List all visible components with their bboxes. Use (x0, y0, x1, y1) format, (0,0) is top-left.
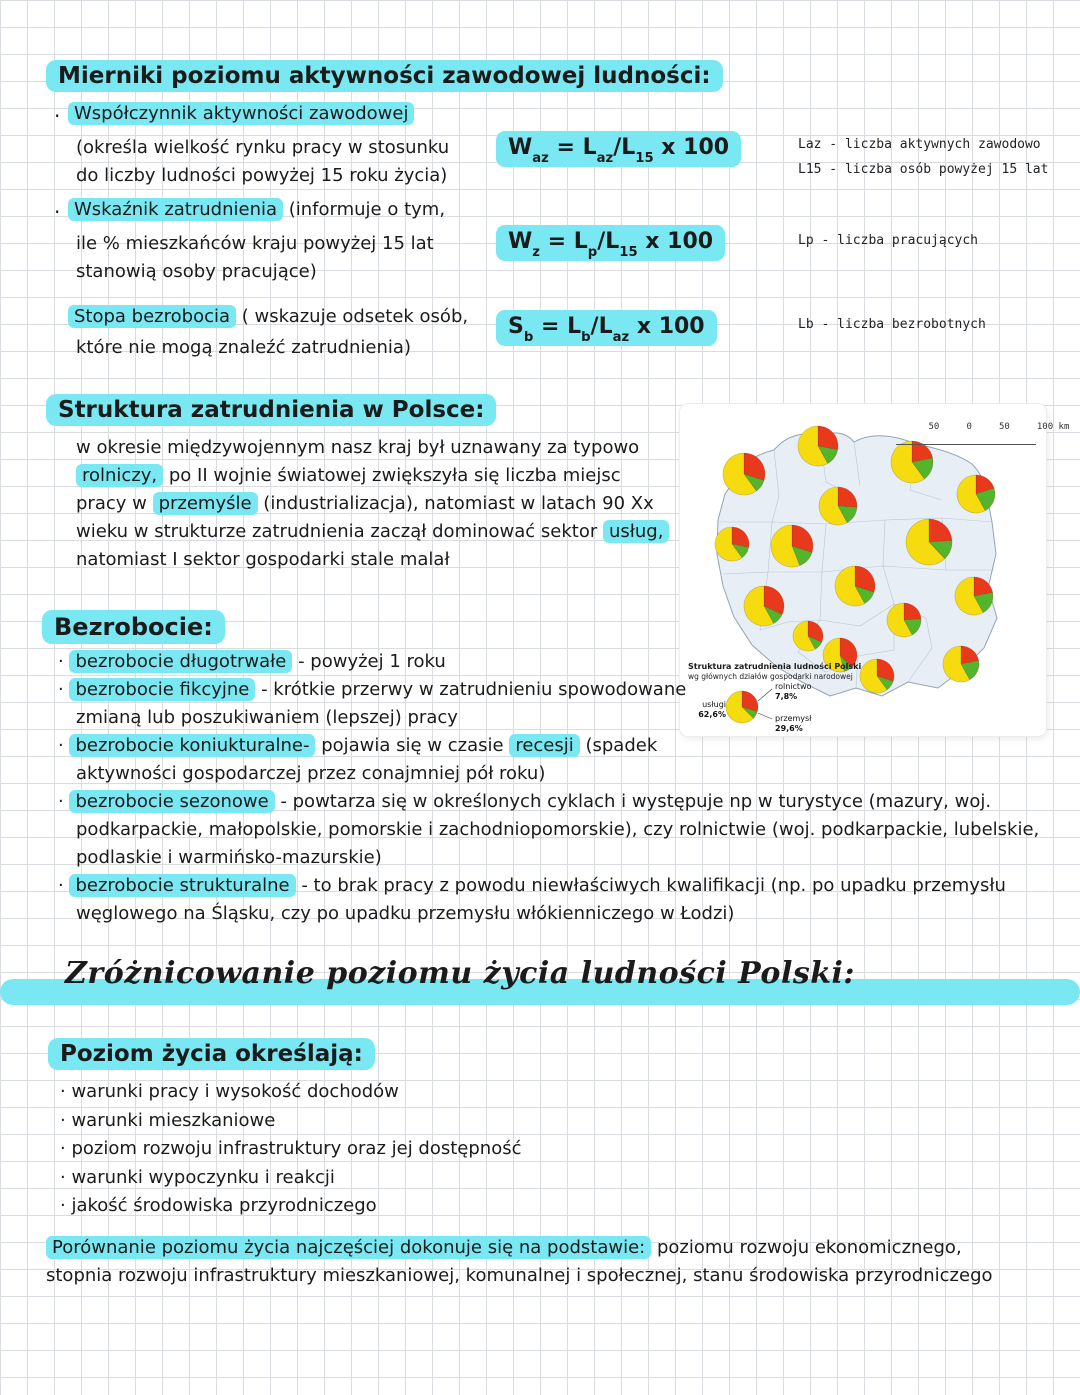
legend-value: 62,6% (698, 709, 726, 719)
highlighted-text: usług, (603, 520, 669, 543)
text-segment: · (58, 791, 70, 812)
metric-formula (496, 131, 741, 167)
bullet-dot: · (54, 104, 61, 128)
text-segment: - powyżej 1 roku (292, 651, 446, 672)
highlighted-text: Porównanie poziomu życia najczęściej dokonuje się na podstawie: (46, 1236, 651, 1259)
formula-subscript: az (612, 330, 630, 346)
text-segment: (industrializacja), natomiast w latach 90 Xx (257, 493, 654, 514)
text-segment: · (58, 651, 70, 672)
list-item: (określa wielkość rynku pracy w stosunku (76, 137, 450, 158)
text-line (76, 434, 669, 462)
legend-value: 7,8% (775, 691, 798, 701)
formula-text: /L (597, 229, 620, 254)
formula-legend (798, 132, 1048, 182)
list-item: · warunki mieszkaniowe (60, 1109, 276, 1131)
list-item: Lp - liczba pracujących (798, 233, 979, 248)
highlighted-text: rolniczy, (76, 464, 163, 487)
list-item: · jakość środowiska przyrodniczego (60, 1195, 377, 1216)
formula-subscript: b (523, 330, 534, 346)
list-item: · poziom rozwoju infrastruktury oraz jej dostępność (60, 1138, 522, 1159)
legend-value: 29,6% (775, 723, 803, 733)
formula-text: /L (613, 135, 636, 160)
list-item: ile % mieszkańców kraju powyżej 15 lat (76, 233, 434, 254)
text-segment: · (58, 679, 70, 700)
formula-subscript: az (596, 151, 614, 167)
list-item: · warunki wypoczynku i reakcji (60, 1166, 335, 1188)
pie-slice (818, 426, 838, 450)
formula-text: x 100 (653, 135, 730, 160)
text-line (58, 872, 1039, 900)
list-item: L15 - liczba osób powyżej 15 lat (798, 162, 1049, 177)
map-scale-label: 50 0 50 100 km (928, 422, 1070, 432)
formula-subscript: z (532, 245, 540, 261)
highlighted-text: recesji (509, 734, 579, 757)
text-segment: podkarpackie, małopolskie, pomorskie i zachodniopomorskie), czy rolnictwie (woj. podkarpackie, lubelskie, (76, 819, 1040, 840)
highlighted-text: bezrobocie koniukturalne- (69, 734, 315, 757)
section-title-bezrobocie: Bezrobocie: (42, 610, 225, 644)
formula-legend (798, 312, 986, 337)
text-line (58, 676, 1039, 704)
formula-subscript: b (581, 330, 591, 346)
highlighted-text: bezrobocie strukturalne (69, 874, 295, 897)
text-line (58, 704, 1039, 732)
list-item: które nie mogą znaleźć zatrudnienia) (76, 337, 411, 358)
formula-text: x 100 (637, 229, 714, 254)
metric-term: Wskaźnik zatrudnienia (68, 198, 283, 221)
text-segment: - to brak pracy z powodu niewłaściwych kwalifikacji (np. po upadku przemysłu (295, 875, 1006, 896)
metric-term-row (68, 199, 445, 220)
text-line (46, 1234, 993, 1262)
highlighted-text: bezrobocie długotrwałe (69, 650, 292, 673)
text-segment: · (58, 875, 70, 896)
text-segment: - powtarza się w określonych cyklach i występuje np w turystyce (mazury, woj. (274, 791, 992, 812)
formula-subscript: 15 (635, 151, 654, 167)
map-scale-rule (896, 444, 1036, 445)
text-line (76, 546, 669, 574)
text-line (76, 518, 669, 546)
text-segment: stopnia rozwoju infrastruktury mieszkaniowej, komunalnej i społecznej, stanu środowiska przyrodniczego (46, 1265, 993, 1286)
formula-text: W (508, 229, 533, 254)
banner-title: Zróżnicowanie poziomu życia ludności Polski: (65, 956, 855, 991)
text-line (76, 462, 669, 490)
section-title-poziom: Poziom życia określają: (48, 1038, 375, 1070)
metric-term-row (68, 306, 468, 327)
list-item: stanowią osoby pracujące) (76, 261, 317, 282)
metric-description (76, 134, 449, 190)
text-line (58, 844, 1039, 872)
text-segment: zmianą lub poszukiwaniem (lepszej) pracy (76, 707, 458, 728)
text-segment: natomiast I sektor gospodarki stale malał (76, 549, 450, 570)
text-segment: w okresie międzywojennym nasz kraj był uznawany za typowo (76, 437, 640, 458)
text-segment: podlaskie i warmińsko-mazurskie) (76, 847, 382, 868)
map-scale (896, 412, 1070, 465)
highlighted-text: bezrobocie fikcyjne (69, 678, 255, 701)
metric-formula (496, 225, 725, 261)
text-line (58, 760, 1039, 788)
section-title-mierniki: Mierniki poziomu aktywności zawodowej ludności: (46, 60, 723, 92)
list-item: do liczby ludności powyżej 15 roku życia) (76, 165, 448, 186)
metric-term: Współczynnik aktywności zawodowej (68, 102, 414, 125)
text-line (76, 490, 669, 518)
text-segment: pojawia się w czasie (315, 735, 510, 756)
poziom-list (60, 1078, 522, 1221)
text-segment: (spadek (579, 735, 658, 756)
text-segment: wieku w strukturze zatrudnienia zaczął dominować sektor (76, 521, 603, 542)
formula-text: = L (548, 135, 597, 160)
legend-label: usługi (702, 700, 726, 709)
highlighted-text: przemyśle (153, 492, 258, 515)
text-line (58, 788, 1039, 816)
legend-label: rolnictwo (775, 682, 812, 691)
text-segment: aktywności gospodarczej przez conajmniej pół roku) (76, 763, 546, 784)
text-segment: pracy w (76, 493, 153, 514)
text-line (46, 1262, 993, 1290)
legend-label: przemysł (775, 714, 812, 723)
metric-formula (496, 310, 717, 346)
highlighted-text: bezrobocie sezonowe (69, 790, 274, 813)
porownanie-paragraph (46, 1234, 993, 1290)
formula-subscript: p (587, 245, 598, 261)
text-segment: · (58, 735, 70, 756)
text-line (58, 816, 1039, 844)
formula-subscript: 15 (619, 245, 638, 261)
formula-text: W (508, 135, 533, 160)
metric-term-suffix: (informuje o tym, (283, 199, 446, 220)
bezrobocie-list (58, 648, 1039, 928)
bullet-dot: · (54, 200, 61, 224)
formula-text: S (508, 314, 524, 339)
list-item: Laz - liczba aktywnych zawodowo (798, 137, 1041, 152)
text-segment: węglowego na Śląsku, czy po upadku przemysłu włókienniczego w Łodzi) (76, 903, 735, 924)
metric-description (76, 334, 411, 362)
formula-legend (798, 228, 978, 253)
text-line (58, 900, 1039, 928)
map-legend-subtitle: wg głównych działów gospodarki narodowej (688, 672, 853, 681)
struktura-paragraph (76, 434, 669, 574)
text-line (58, 732, 1039, 760)
list-item: · warunki pracy i wysokość dochodów (60, 1081, 399, 1102)
metric-term-suffix: ( wskazuje odsetek osób, (236, 306, 469, 327)
section-title-struktura: Struktura zatrudnienia w Polsce: (46, 394, 496, 426)
formula-subscript: az (532, 151, 549, 167)
metric-term-row (68, 103, 414, 124)
map-legend-title: Struktura zatrudnienia ludności Polski (688, 662, 862, 671)
metric-description (76, 230, 434, 286)
metric-term: Stopa bezrobocia (68, 305, 236, 328)
formula-text: /L (590, 314, 613, 339)
text-segment: - krótkie przerwy w zatrudnieniu spowodowane (255, 679, 687, 700)
formula-text: x 100 (629, 314, 705, 339)
text-segment: poziomu rozwoju ekonomicznego, (651, 1237, 962, 1258)
formula-text: = L (533, 314, 582, 339)
text-line (58, 648, 1039, 676)
list-item: Lb - liczba bezrobotnych (798, 317, 986, 332)
formula-text: = L (539, 229, 588, 254)
text-segment: po II wojnie światowej zwiększyła się liczba miejsc (163, 465, 621, 486)
